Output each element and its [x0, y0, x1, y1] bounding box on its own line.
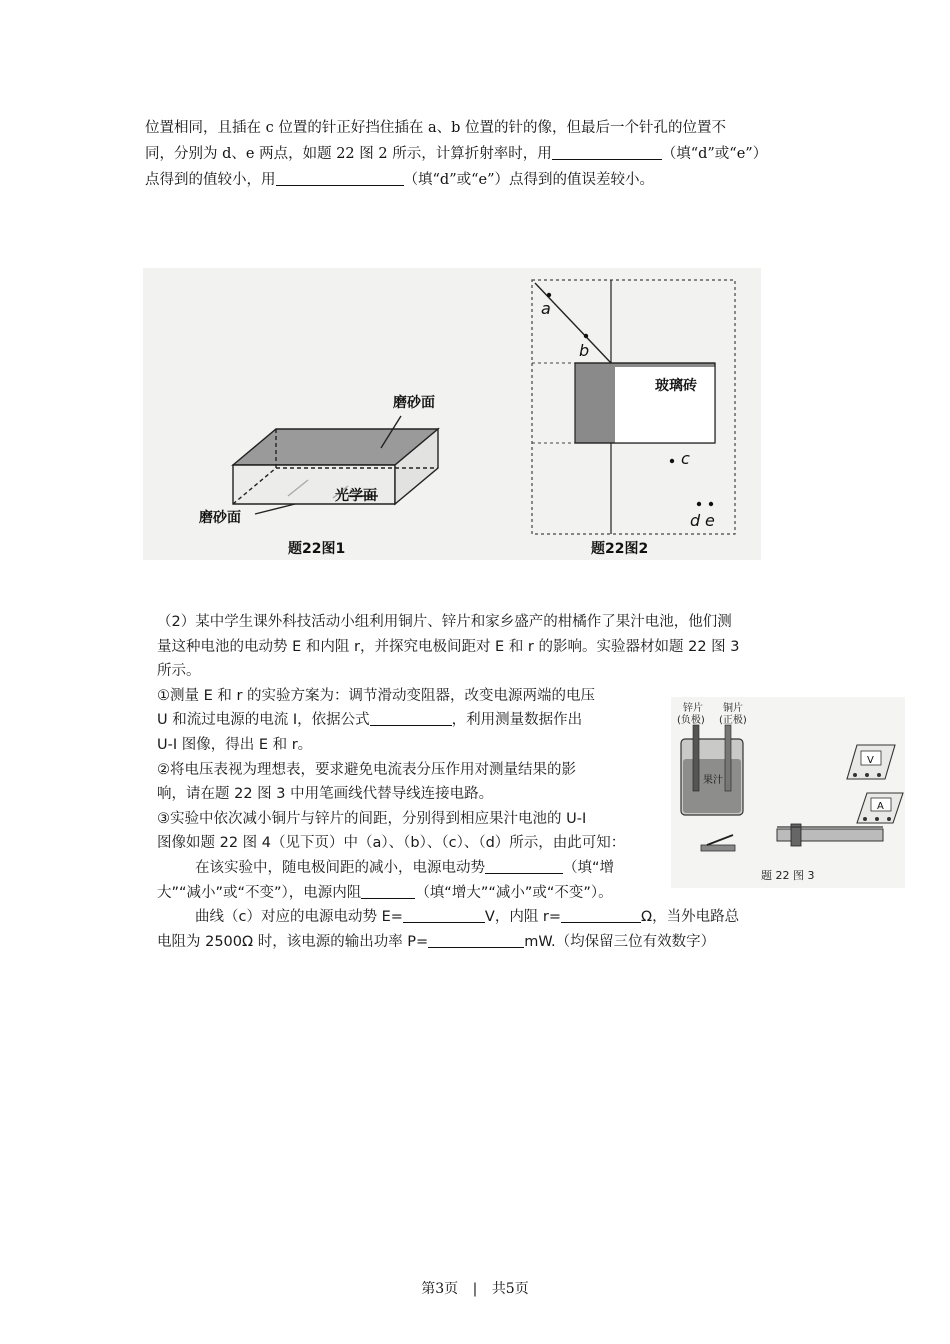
text-segment: U 和流过电源的电流 I，依据公式 — [157, 712, 370, 729]
text-segment: （填“增 — [563, 859, 615, 876]
sliding-rheostat — [777, 824, 883, 846]
top-paragraph — [145, 115, 810, 193]
figure-22-3 — [671, 697, 905, 888]
voltmeter-symbol: V — [867, 755, 874, 766]
page-separator: | — [472, 1281, 478, 1297]
question-line: （2）某中学生课外科技活动小组利用铜片、锌片和家乡盛产的柑橘作了果汁电池，他们测 — [157, 614, 732, 630]
question-line: 所示。 — [157, 663, 201, 680]
paragraph-line — [145, 167, 810, 193]
ammeter-symbol: A — [877, 801, 884, 812]
question-line — [157, 930, 837, 955]
paragraph-line: 位置相同，且插在 c 位置的针正好挡住插在 a、b 位置的针的像，但最后一个针孔的位置不 — [145, 120, 726, 136]
label-frosted-top: 磨砂面 — [393, 395, 435, 411]
point-b-label: b — [579, 341, 590, 360]
point-d-label: d — [690, 511, 701, 530]
figure-22-1-and-2 — [143, 268, 761, 560]
page-current: 第3页 — [421, 1281, 459, 1297]
question-line: ②将电压表视为理想表，要求避免电流表分压作用对测量结果的影 — [157, 761, 576, 778]
label-copper: 铜片 — [723, 703, 743, 714]
glass-brick-label: 玻璃砖 — [655, 378, 697, 394]
refraction-diagram — [532, 280, 735, 534]
figure-1-caption: 题22图1 — [288, 541, 346, 557]
point-a-label: a — [541, 299, 551, 318]
figure-3-caption: 题 22 图 3 — [761, 869, 815, 882]
answer-blank-formula[interactable] — [370, 709, 452, 726]
label-frosted-bottom: 磨砂面 — [199, 510, 241, 526]
page-total: 共5页 — [491, 1281, 529, 1297]
answer-blank-internal-resistance[interactable] — [561, 906, 641, 923]
text-segment: （填“d”或“e”）点得到的值误差较小。 — [403, 172, 655, 188]
text-segment: 在该实验中，随电极间距的减小，电源电动势 — [195, 859, 485, 876]
question-line: 量这种电池的电动势 E 和内阻 r，并探究电极间距对 E 和 r 的影响。实验器材如题 22 图 3 — [157, 638, 740, 655]
text-segment: mW.（均保留三位有效数字） — [524, 933, 716, 950]
text-segment: 点得到的值较小，用 — [145, 172, 276, 188]
question-line — [157, 905, 837, 930]
point-c-label: c — [681, 449, 690, 468]
answer-blank-emf-value[interactable] — [403, 906, 485, 923]
answer-blank-output-power[interactable] — [428, 931, 524, 948]
answer-blank-resistance-trend[interactable] — [361, 882, 415, 899]
text-segment: 同，分别为 d、e 两点，如题 22 图 2 所示，计算折射率时，用 — [145, 146, 552, 162]
answer-blank-d-or-e-smaller[interactable] — [552, 143, 662, 160]
label-juice: 果汁 — [703, 775, 723, 786]
question-line: U-I 图像，得出 E 和 r。 — [157, 736, 313, 753]
paragraph-line — [145, 141, 810, 167]
question-line: 响，请在题 22 图 3 中用笔画线代替导线连接电路。 — [157, 786, 494, 803]
point-e-label: e — [705, 511, 715, 530]
text-segment: ，利用测量数据作出 — [451, 712, 583, 729]
label-zinc-sub: (负极) — [677, 715, 705, 726]
question-line: ①测量 E 和 r 的实验方案为：调节滑动变阻器，改变电源两端的电压 — [157, 687, 596, 704]
figure-22-drawing — [143, 268, 761, 560]
label-optical-face: 光学面 — [335, 488, 377, 504]
text-segment: （填“d”或“e”） — [661, 146, 768, 162]
label-copper-sub: (正极) — [719, 715, 747, 726]
page-footer — [0, 1278, 950, 1298]
question-line: ③实验中依次减小铜片与锌片的间距，分别得到相应果汁电池的 U-I — [157, 810, 587, 827]
text-segment: V，内阻 r= — [484, 909, 562, 926]
text-segment: （填“增大”“减小”或“不变”）。 — [415, 884, 613, 901]
answer-blank-d-or-e-error[interactable] — [276, 169, 404, 186]
switch — [701, 835, 735, 851]
figure-22-3-drawing — [671, 697, 905, 888]
fruit-battery-beaker — [681, 725, 743, 815]
answer-blank-emf-trend[interactable] — [485, 857, 563, 874]
label-zinc: 锌片 — [683, 703, 703, 714]
text-segment: 曲线（c）对应的电源电动势 E= — [195, 909, 403, 926]
text-segment: Ω，当外电路总 — [641, 909, 740, 926]
question-line: 图像如题 22 图 4（见下页）中（a）、（b）、（c）、（d）所示，由此可知： — [157, 835, 626, 852]
text-segment: 大”“减小”或“不变”），电源内阻 — [157, 884, 362, 901]
text-segment: 电阻为 2500Ω 时，该电源的输出功率 P= — [157, 933, 429, 950]
figure-2-caption: 题22图2 — [591, 541, 649, 557]
